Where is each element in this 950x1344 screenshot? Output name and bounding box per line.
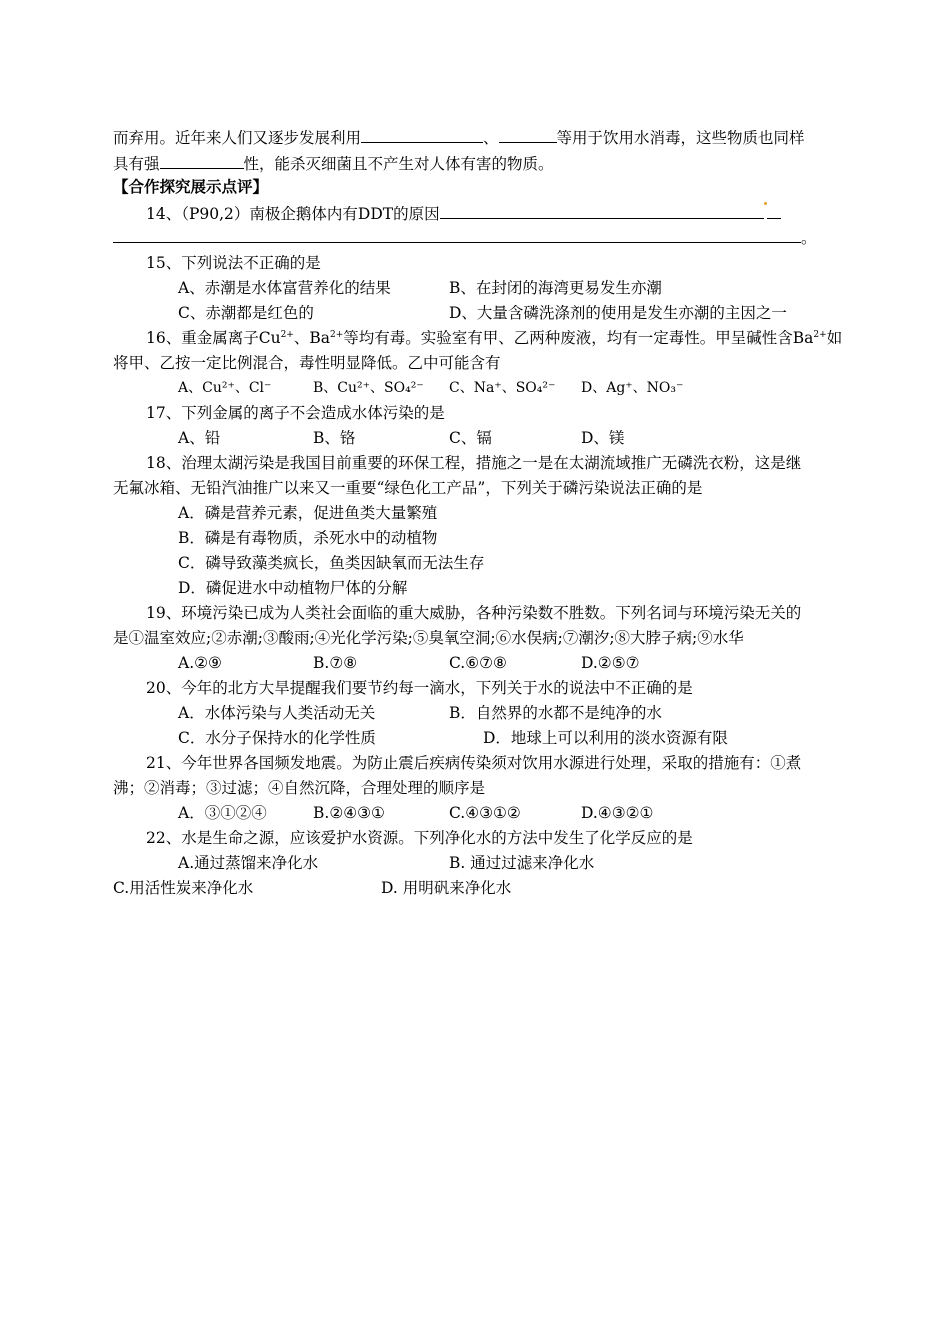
option-d[interactable]: D、镁 [581,429,625,447]
question-16-stem [146,327,842,349]
separator: 、 [483,129,499,147]
answer-blank[interactable] [499,126,557,143]
option-c[interactable]: C、赤潮都是红色的 [178,304,314,322]
question-18-stem: 18、治理太湖污染是我国目前重要的环保工程，措施之一是在太湖流域推广无磷洗衣粉，这是继 [146,454,802,472]
superscript: 2+ [280,329,294,340]
question-14 [146,202,781,225]
option-b[interactable]: B. 通过过滤来净化水 [449,854,595,872]
option-a[interactable]: A、Cu²⁺、Cl⁻ [178,380,272,396]
option-a[interactable]: A.通过蒸馏来净化水 [178,854,319,872]
option-b[interactable]: B．自然界的水都不是纯净的水 [449,704,662,722]
option-a[interactable]: A、赤潮是水体富营养化的结果 [178,279,391,297]
option-d[interactable]: D．地球上可以利用的淡水资源有限 [483,729,728,747]
period: 。 [801,229,817,247]
option-c[interactable]: C.④③①② [449,804,521,822]
option-a[interactable]: A.②⑨ [178,654,222,672]
option-b[interactable]: B、在封闭的海湾更易发生亦潮 [449,279,662,297]
superscript: 2+ [813,329,827,340]
question-14-line-2 [113,226,817,249]
option-b[interactable]: B.⑦⑧ [313,654,358,672]
question-21-stem-line-2: 沸；②消毒；③过滤；④自然沉降，合理处理的顺序是 [113,779,486,797]
question-20-stem: 20、今年的北方大旱提醒我们要节约每一滴水，下列关于水的说法中不正确的是 [146,679,693,697]
option-d[interactable]: D、大量含磷洗涤剂的使用是发生亦潮的主因之一 [449,304,787,322]
question-22-stem: 22、水是生命之源，应该爱护水资源。下列净化水的方法中发生了化学反应的是 [146,829,693,847]
stem-text: 、Ba [293,329,330,347]
option-a[interactable]: A．③①②④ [178,804,267,822]
option-a[interactable]: A．水体污染与人类活动无关 [178,704,376,722]
question-18-stem-line-2: 无氟冰箱、无铅汽油推广以来又一重要“绿色化工产品”，下列关于磷污染说法正确的是 [113,479,703,497]
stem-text: 等均有毒。实验室有甲、乙两种废液，均有一定毒性。甲呈碱性含Ba [343,329,814,347]
intro-line-2 [113,152,554,175]
option-c[interactable]: C、镉 [449,429,492,447]
answer-blank[interactable] [767,202,781,219]
question-14-text: 14、（P90,2）南极企鹅体内有DDT的原因 [146,205,440,223]
option-c[interactable]: C．磷导致藻类疯长，鱼类因缺氧而无法生存 [178,554,485,572]
option-c[interactable]: C．水分子保持水的化学性质 [178,729,376,747]
superscript: 2+ [330,329,344,340]
question-15-stem: 15、下列说法不正确的是 [146,254,321,272]
option-d[interactable]: D．磷促进水中动植物尸体的分解 [178,579,408,597]
option-d[interactable]: D. 用明矾来净化水 [381,879,512,897]
option-a[interactable]: A、铅 [178,429,221,447]
intro-text-d: 性，能杀灭细菌且不产生对人体有害的物质。 [243,155,554,173]
option-c[interactable]: C.用活性炭来净化水 [113,879,254,897]
option-d[interactable]: D、Ag⁺、NO₃⁻ [581,380,684,396]
intro-text-c: 具有强 [113,155,160,173]
question-21-stem: 21、今年世界各国频发地震。为防止震后疾病传染须对饮用水源进行处理，采取的措施有：①煮 [146,754,802,772]
option-b[interactable]: B、Cu²⁺、SO₄²⁻ [313,380,424,396]
option-d[interactable]: D.④③②① [581,804,654,822]
intro-text-b: 等用于饮用水消毒，这些物质也同样 [556,129,805,147]
option-b[interactable]: B、铬 [313,429,356,447]
option-d[interactable]: D.②⑤⑦ [581,654,640,672]
option-b[interactable]: B．磷是有毒物质，杀死水中的动植物 [178,529,438,547]
option-c[interactable]: C、Na⁺、SO₄²⁻ [449,380,556,396]
answer-blank[interactable] [113,226,801,243]
option-b[interactable]: B.②④③① [313,804,385,822]
stem-text: 16、重金属离子Cu [146,329,281,347]
answer-blank[interactable] [361,126,483,143]
question-17-stem: 17、下列金属的离子不会造成水体污染的是 [146,404,445,422]
option-c[interactable]: C.⑥⑦⑧ [449,654,507,672]
intro-text-a: 而弃用。近年来人们又逐步发展利用 [113,129,362,147]
intro-line-1 [113,126,805,149]
question-19-stem-line-2: 是①温室效应;②赤潮;③酸雨;④光化学污染;⑤臭氧空洞;⑥水俣病;⑦潮汐;⑧大脖子病;⑨水华 [113,629,744,647]
answer-blank[interactable] [440,202,764,219]
stem-text: 如 [826,329,843,347]
question-16-stem-line-2: 将甲、乙按一定比例混合，毒性明显降低。乙中可能含有 [113,354,501,372]
section-heading: 【合作探究展示点评】 [113,178,269,196]
answer-blank[interactable] [160,152,244,169]
option-a[interactable]: A．磷是营养元素，促进鱼类大量繁殖 [178,504,438,522]
question-19-stem: 19、环境污染已成为人类社会面临的重大威胁，各种污染数不胜数。下列名词与环境污染无关的 [146,604,802,622]
